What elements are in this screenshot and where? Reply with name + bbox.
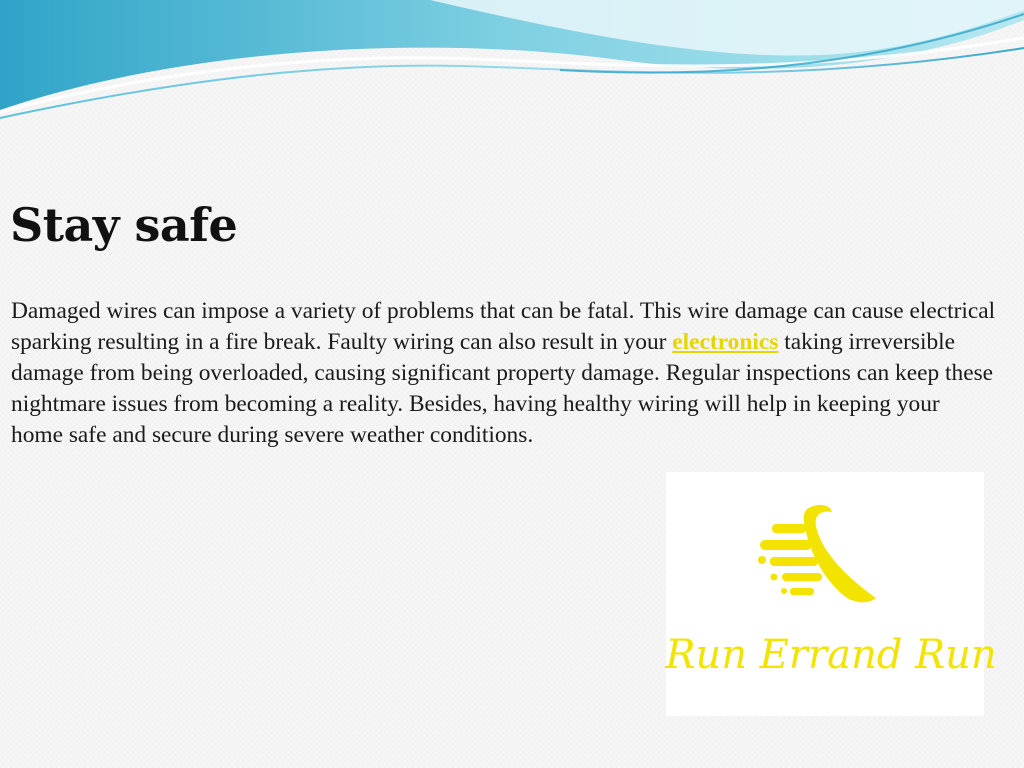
run-errand-run-logo [665, 472, 997, 716]
logo-wordmark [665, 612, 997, 692]
slide-title: Stay safe [10, 198, 238, 252]
speed-arrow-logo-icon [746, 502, 886, 612]
electronics-link[interactable]: electronics [672, 329, 779, 355]
logo-wordmark-text: Run Errand Run [665, 632, 997, 678]
paragraph-text-end: taking irreversible damage from being overloaded, causing significant property damage. Regular inspections can keep these nightmare issues from becoming a reality. Besides, having healthy wiring will help in keeping your home safe and secure during severe weather conditions. [11, 329, 994, 448]
decorative-wave-header [0, 0, 1024, 130]
body-paragraph [11, 296, 996, 451]
paragraph-text-start: Damaged wires can impose a variety of problems that can be fatal. This wire damage can cause electrical sparking resulting in a fire break. Faulty wiring can also result in your [11, 298, 996, 355]
